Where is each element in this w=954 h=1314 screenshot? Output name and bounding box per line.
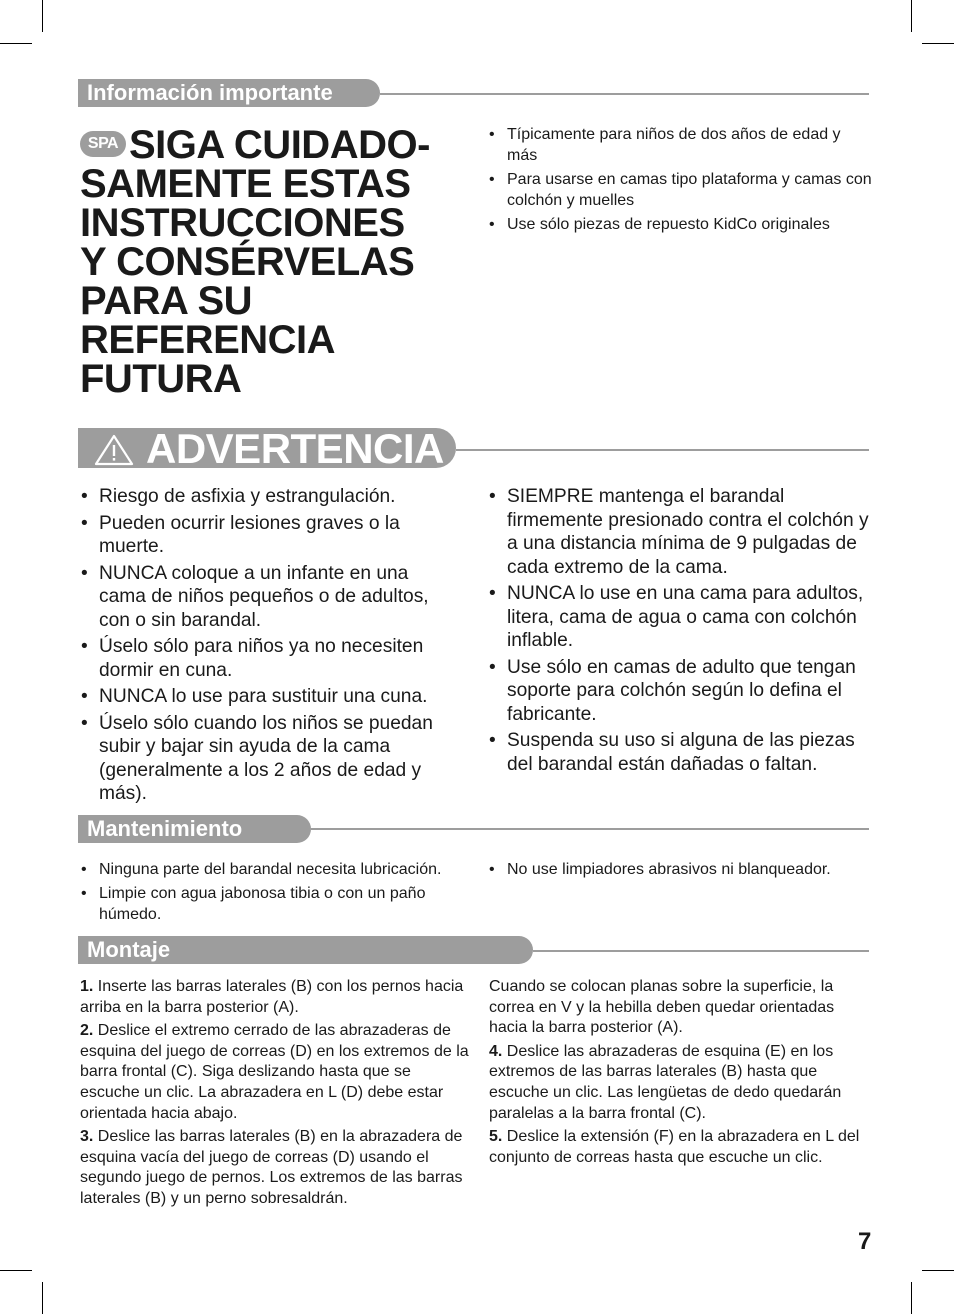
- list-item: • NUNCA lo use para sustituir una cuna.: [80, 685, 455, 709]
- language-badge: SPA: [80, 131, 126, 157]
- divider: [311, 828, 869, 830]
- list-item: • Suspenda su uso si alguna de las piezas del barandal están dañadas o faltan.: [488, 729, 873, 776]
- assembly-continuation: Cuando se colocan planas sobre la superficie, la correa en V y la hebilla deben quedar orientadas hacia la barra posterior (A).: [489, 978, 835, 1037]
- title-line: PARA SU: [80, 279, 253, 323]
- divider: [533, 950, 869, 952]
- list-item: • Pueden ocurrir lesiones graves o la muerte.: [80, 512, 455, 559]
- assembly-column-right: [489, 977, 874, 1171]
- crop-mark: [911, 1282, 912, 1314]
- divider: [380, 93, 869, 95]
- assembly-column-left: [80, 977, 470, 1213]
- warning-header: [78, 425, 456, 472]
- crop-mark: [0, 43, 32, 44]
- title-line: FUTURA: [80, 357, 242, 401]
- list-item: • Limpie con agua jabonosa tibia o con un paño húmedo.: [80, 883, 475, 925]
- crop-mark: [42, 0, 43, 32]
- assembly-step: 1. Inserte las barras laterales (B) con los pernos hacia arriba en la barra posterior (A).: [80, 978, 464, 1016]
- assembly-step: 3. Deslice las barras laterales (B) en la abrazadera de esquina vacía del juego de correas (D) usando el segundo juego de pernos. Los extremos de las barras laterales (B) y un perno sobresaldrán.: [80, 1128, 463, 1207]
- list-item: • NUNCA coloque a un infante en una cama de niños pequeños o de adultos, con o sin barandal.: [80, 562, 455, 633]
- crop-mark: [42, 1282, 43, 1314]
- title-line: SIGA CUIDADO-: [129, 123, 430, 167]
- title-line: REFERENCIA: [80, 318, 336, 362]
- crop-mark: [922, 1270, 954, 1271]
- list-item: • Típicamente para niños de dos años de edad y más: [488, 124, 873, 166]
- maintenance-list-left: [80, 859, 475, 928]
- info-bullet-list: [488, 124, 873, 238]
- warning-list-right: [488, 485, 873, 779]
- warning-title: ADVERTENCIA: [146, 425, 444, 472]
- list-item: • Ninguna parte del barandal necesita lubricación.: [80, 859, 475, 880]
- info-section-header: [78, 79, 869, 107]
- page-number: 7: [858, 1228, 872, 1255]
- divider: [456, 449, 869, 451]
- maintenance-list-right: [488, 859, 873, 883]
- list-item: • No use limpiadores abrasivos ni blanqueador.: [488, 859, 873, 880]
- list-item: • Úselo sólo para niños ya no necesiten dormir en cuna.: [80, 635, 455, 682]
- crop-mark: [0, 1270, 32, 1271]
- info-section-title: Información importante: [78, 79, 380, 107]
- list-item: • Riesgo de asfixia y estrangulación.: [80, 485, 455, 509]
- maintenance-section-title: Mantenimiento: [78, 815, 311, 843]
- assembly-section-title: Montaje: [78, 936, 533, 964]
- list-item: • Úselo sólo cuando los niños se puedan subir y bajar sin ayuda de la cama (generalmente a los 2 años de edad y más).: [80, 712, 455, 806]
- crop-mark: [922, 43, 954, 44]
- assembly-step: 5. Deslice la extensión (F) en la abrazadera en L del conjunto de correas hasta que escuche un clic.: [489, 1128, 860, 1166]
- title-line: INSTRUCCIONES: [80, 201, 405, 245]
- list-item: • Use sólo en camas de adulto que tengan soporte para colchón según lo defina el fabricante.: [488, 656, 873, 727]
- page-title: [80, 123, 460, 401]
- list-item: • NUNCA lo use en una cama para adultos, litera, cama de agua o cama con colchón inflable.: [488, 582, 873, 653]
- list-item: • Use sólo piezas de repuesto KidCo originales: [488, 214, 873, 235]
- list-item: • Para usarse en camas tipo plataforma y camas con colchón y muelles: [488, 169, 873, 211]
- list-item: • SIEMPRE mantenga el barandal firmemente presionado contra el colchón y a una distancia mínima de 9 pulgadas de cada extremo de la cama.: [488, 485, 873, 579]
- assembly-section-header: [78, 936, 869, 964]
- warning-triangle-icon: [94, 434, 134, 466]
- title-line: SAMENTE ESTAS: [80, 162, 411, 206]
- title-line: Y CONSÉRVELAS: [80, 240, 415, 284]
- crop-mark: [911, 0, 912, 32]
- maintenance-section-header: [78, 815, 869, 843]
- assembly-step: 4. Deslice las abrazaderas de esquina (E) en los extremos de las barras laterales (B) hasta que escuche un clic. Las lengüetas de dedo quedarán paralelas a la barra frontal (C).: [489, 1042, 842, 1122]
- assembly-step: 2. Deslice el extremo cerrado de las abrazaderas de esquina del juego de correas (D) en los extremos de la barra frontal (C). Siga deslizando hasta que se escuche un clic. La abrazadera en L (D) debe estar orientada hacia abajo.: [80, 1022, 469, 1122]
- warning-list-left: [80, 485, 455, 809]
